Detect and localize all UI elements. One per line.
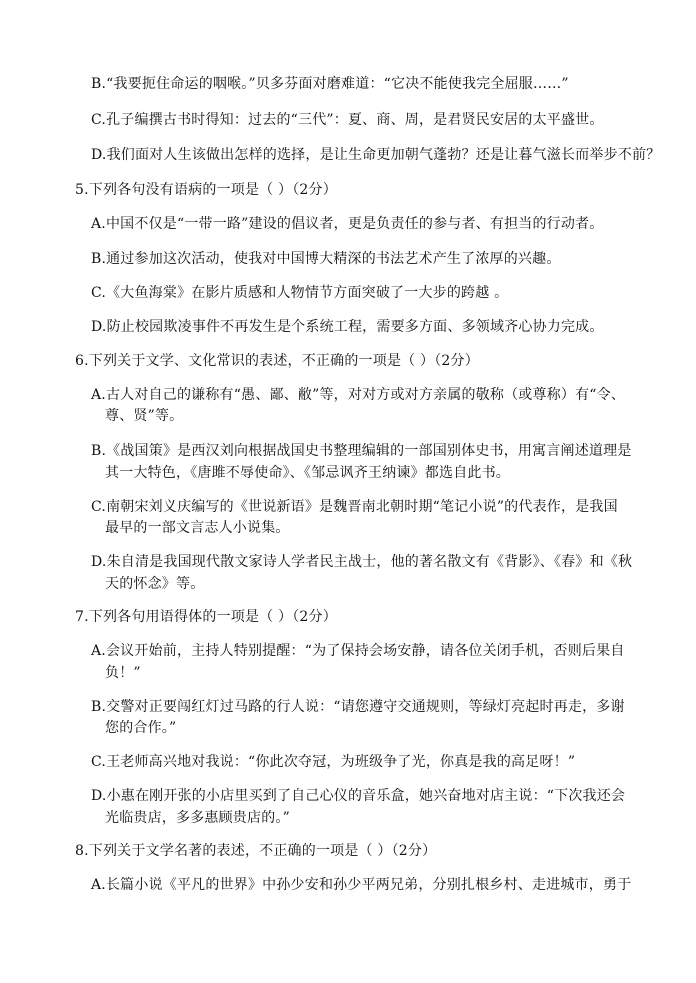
option-6c: C.南朝宋刘义庆编写的《世说新语》是魏晋南北朝时期“笔记小说”的代表作，是我国 [91, 499, 618, 515]
option-5b: B.通过参加这次活动，使我对中国博大精深的书法艺术产生了浓厚的兴趣。 [91, 251, 561, 267]
option-5c: C.《大鱼海棠》在影片质感和人物情节方面突破了一大步的跨越 。 [91, 285, 509, 301]
question-5: 5.下列各句没有语病的一项是（ ）（2分） [75, 182, 337, 198]
question-6: 6.下列关于文学、文化常识的表述，不正确的一项是（ ）（2分） [75, 353, 479, 369]
option-6b-cont: 其一大特色，《唐雎不辱使命》、《邹忌讽齐王纳谏》都选自此书。 [105, 465, 510, 481]
option-7d: D.小惠在刚开张的小店里买到了自己心仪的音乐盒，她兴奋地对店主说：“下次我还会 [91, 788, 626, 804]
option-4c: C.孔子编撰古书时得知：过去的“三代”：夏、商、周，是君贤民安居的太平盛世。 [91, 112, 604, 128]
option-7a: A.会议开始前，主持人特别提醒：“为了保持会场安静，请各位关闭手机，否则后果自 [91, 643, 625, 659]
option-7b: B.交警对正要闯红灯过马路的行人说：“请您遵守交通规则，等绿灯亮起时再走，多谢 [91, 699, 625, 715]
option-7b-cont: 您的合作。” [105, 720, 177, 736]
option-7c: C.王老师高兴地对我说：“你此次夺冠，为班级争了光，你真是我的高足呀！” [91, 754, 576, 770]
option-7a-cont: 负！” [105, 665, 141, 681]
option-4b: B.“我要扼住命运的咽喉。”贝多芬面对磨难道：“它决不能使我完全屈服……” [91, 76, 569, 92]
option-6d-cont: 天的怀念》等。 [105, 576, 205, 592]
question-8: 8.下列关于文学名著的表述，不正确的一项是（ ）（2分） [75, 843, 437, 859]
option-6a-cont: 尊、贤”等。 [105, 408, 184, 424]
option-6c-cont: 最早的一部文言志人小说集。 [105, 520, 290, 536]
option-5d: D.防止校园欺凌事件不再发生是个系统工程，需要多方面、多领域齐心协力完成。 [91, 319, 604, 335]
question-7: 7.下列各句用语得体的一项是（ ）（2分） [75, 609, 337, 625]
option-5a: A.中国不仅是“一带一路”建设的倡议者，更是负责任的参与者、有担当的行动者。 [91, 216, 604, 232]
option-8a: A.长篇小说《平凡的世界》中孙少安和孙少平两兄弟，分别扎根乡村、走进城市，勇于 [91, 877, 632, 893]
option-4d: D.我们面对人生该做出怎样的选择，是让生命更加朝气蓬勃？还是让暮气滋长而举步不前？ [91, 147, 661, 163]
option-6b: B.《战国策》是西汉刘向根据战国史书整理编辑的一部国别体史书，用寓言阐述道理是 [91, 443, 632, 459]
option-7d-cont: 光临贵店，多多惠顾贵店的。” [105, 810, 290, 826]
option-6d: D.朱自清是我国现代散文家诗人学者民主战士，他的著名散文有《背影》、《春》和《秋 [91, 554, 633, 570]
option-6a: A.古人对自己的谦称有“愚、鄙、敝”等，对对方或对方亲属的敬称（或尊称）有“令、 [91, 387, 626, 403]
